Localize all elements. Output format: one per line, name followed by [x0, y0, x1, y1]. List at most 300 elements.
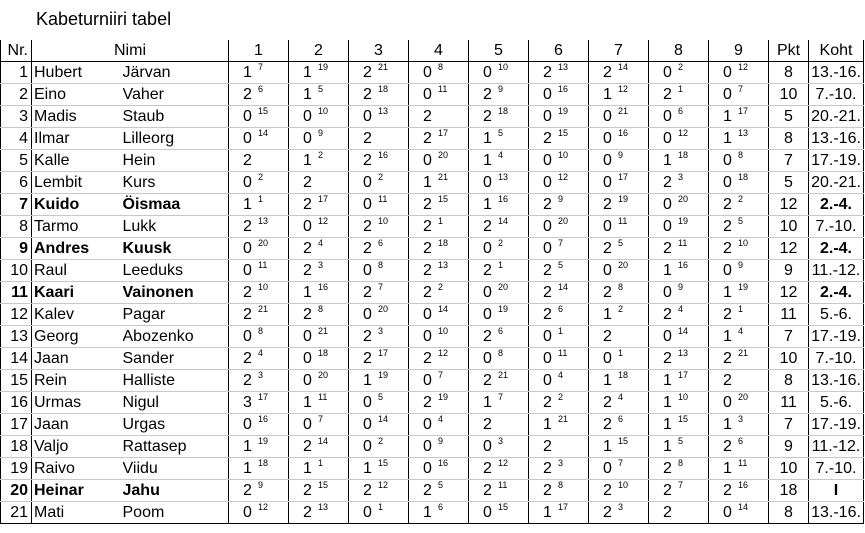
result-cell[interactable] — [409, 348, 469, 370]
first-name[interactable]: Tarmo — [32, 216, 123, 238]
result-cell[interactable] — [469, 370, 529, 392]
result-cell[interactable] — [229, 238, 289, 260]
row-number[interactable]: 9 — [1, 238, 32, 260]
result-cell[interactable] — [529, 282, 589, 304]
result-cell[interactable] — [229, 172, 289, 194]
result-cell[interactable] — [289, 304, 349, 326]
place-cell[interactable]: 7.-10. — [809, 348, 864, 370]
place-cell[interactable]: 11.-12. — [809, 260, 864, 282]
row-number[interactable]: 8 — [1, 216, 32, 238]
result-cell[interactable] — [229, 458, 289, 480]
last-name[interactable]: Viidu — [123, 458, 229, 480]
result-cell[interactable] — [649, 150, 709, 172]
header-round-2[interactable]: 2 — [289, 40, 349, 62]
points-cell[interactable]: 10 — [769, 84, 809, 106]
last-name[interactable]: Leeduks — [123, 260, 229, 282]
result-cell[interactable] — [649, 414, 709, 436]
result-cell[interactable] — [409, 458, 469, 480]
last-name[interactable]: Rattasep — [123, 436, 229, 458]
result-cell[interactable] — [349, 172, 409, 194]
result-cell[interactable] — [589, 282, 649, 304]
result-cell[interactable] — [289, 414, 349, 436]
result-cell[interactable] — [649, 106, 709, 128]
result-cell[interactable] — [469, 172, 529, 194]
first-name[interactable]: Raul — [32, 260, 123, 282]
result-cell[interactable] — [709, 62, 769, 84]
last-name[interactable]: Staub — [123, 106, 229, 128]
result-cell[interactable] — [469, 502, 529, 524]
result-cell[interactable] — [649, 216, 709, 238]
place-cell[interactable]: 5.-6. — [809, 304, 864, 326]
result-cell[interactable] — [709, 480, 769, 502]
result-cell[interactable] — [289, 502, 349, 524]
result-cell[interactable] — [349, 436, 409, 458]
result-cell[interactable] — [469, 106, 529, 128]
result-cell[interactable] — [349, 260, 409, 282]
result-cell[interactable] — [469, 84, 529, 106]
points-cell[interactable]: 12 — [769, 282, 809, 304]
points-cell[interactable]: 9 — [769, 436, 809, 458]
header-round-4[interactable]: 4 — [409, 40, 469, 62]
points-cell[interactable]: 8 — [769, 502, 809, 524]
first-name[interactable]: Mati — [32, 502, 123, 524]
result-cell[interactable] — [709, 84, 769, 106]
result-cell[interactable] — [709, 348, 769, 370]
result-cell[interactable] — [469, 326, 529, 348]
first-name[interactable]: Valjo — [32, 436, 123, 458]
result-cell[interactable] — [649, 62, 709, 84]
result-cell[interactable] — [349, 128, 409, 150]
result-cell[interactable] — [409, 370, 469, 392]
result-cell[interactable] — [409, 282, 469, 304]
points-cell[interactable]: 8 — [769, 370, 809, 392]
result-cell[interactable] — [529, 238, 589, 260]
points-cell[interactable]: 10 — [769, 348, 809, 370]
last-name[interactable]: Lukk — [123, 216, 229, 238]
header-round-1[interactable]: 1 — [229, 40, 289, 62]
result-cell[interactable] — [409, 502, 469, 524]
result-cell[interactable] — [289, 480, 349, 502]
last-name[interactable]: Poom — [123, 502, 229, 524]
result-cell[interactable] — [289, 216, 349, 238]
result-cell[interactable] — [349, 414, 409, 436]
result-cell[interactable] — [349, 238, 409, 260]
result-cell[interactable] — [349, 194, 409, 216]
result-cell[interactable] — [289, 128, 349, 150]
first-name[interactable]: Kaari — [32, 282, 123, 304]
result-cell[interactable] — [649, 304, 709, 326]
result-cell[interactable] — [589, 436, 649, 458]
result-cell[interactable] — [709, 326, 769, 348]
result-cell[interactable] — [709, 150, 769, 172]
place-cell[interactable]: 7.-10. — [809, 458, 864, 480]
result-cell[interactable] — [289, 194, 349, 216]
points-cell[interactable]: 7 — [769, 150, 809, 172]
points-cell[interactable]: 9 — [769, 260, 809, 282]
result-cell[interactable] — [589, 414, 649, 436]
result-cell[interactable] — [289, 282, 349, 304]
result-cell[interactable] — [229, 480, 289, 502]
result-cell[interactable] — [589, 128, 649, 150]
first-name[interactable]: Jaan — [32, 348, 123, 370]
result-cell[interactable] — [349, 348, 409, 370]
header-round-7[interactable]: 7 — [589, 40, 649, 62]
result-cell[interactable] — [469, 348, 529, 370]
first-name[interactable]: Raivo — [32, 458, 123, 480]
result-cell[interactable] — [229, 62, 289, 84]
points-cell[interactable]: 5 — [769, 172, 809, 194]
result-cell[interactable] — [229, 392, 289, 414]
last-name[interactable]: Halliste — [123, 370, 229, 392]
place-cell[interactable]: 17.-19. — [809, 414, 864, 436]
result-cell[interactable] — [589, 480, 649, 502]
result-cell[interactable] — [589, 172, 649, 194]
result-cell[interactable] — [529, 348, 589, 370]
result-cell[interactable] — [709, 238, 769, 260]
result-cell[interactable] — [709, 128, 769, 150]
place-cell[interactable]: 2.-4. — [809, 238, 864, 260]
points-cell[interactable]: 5 — [769, 106, 809, 128]
result-cell[interactable] — [409, 106, 469, 128]
result-cell[interactable] — [589, 238, 649, 260]
last-name[interactable]: Urgas — [123, 414, 229, 436]
result-cell[interactable] — [469, 480, 529, 502]
result-cell[interactable] — [469, 414, 529, 436]
result-cell[interactable] — [649, 172, 709, 194]
result-cell[interactable] — [709, 194, 769, 216]
result-cell[interactable] — [469, 458, 529, 480]
place-cell[interactable]: 7.-10. — [809, 216, 864, 238]
result-cell[interactable] — [409, 216, 469, 238]
first-name[interactable]: Kalev — [32, 304, 123, 326]
result-cell[interactable] — [649, 194, 709, 216]
result-cell[interactable] — [709, 502, 769, 524]
header-round-5[interactable]: 5 — [469, 40, 529, 62]
first-name[interactable]: Kuido — [32, 194, 123, 216]
points-cell[interactable]: 11 — [769, 304, 809, 326]
result-cell[interactable] — [229, 150, 289, 172]
result-cell[interactable] — [409, 172, 469, 194]
result-cell[interactable] — [349, 458, 409, 480]
points-cell[interactable]: 12 — [769, 238, 809, 260]
result-cell[interactable] — [649, 502, 709, 524]
result-cell[interactable] — [589, 326, 649, 348]
place-cell[interactable]: 7.-10. — [809, 84, 864, 106]
result-cell[interactable] — [529, 260, 589, 282]
result-cell[interactable] — [289, 458, 349, 480]
last-name[interactable]: Vaher — [123, 84, 229, 106]
last-name[interactable]: Hein — [123, 150, 229, 172]
result-cell[interactable] — [529, 392, 589, 414]
result-cell[interactable] — [529, 128, 589, 150]
result-cell[interactable] — [409, 84, 469, 106]
result-cell[interactable] — [529, 480, 589, 502]
first-name[interactable]: Eino — [32, 84, 123, 106]
row-number[interactable]: 4 — [1, 128, 32, 150]
result-cell[interactable] — [589, 84, 649, 106]
result-cell[interactable] — [649, 326, 709, 348]
result-cell[interactable] — [529, 84, 589, 106]
result-cell[interactable] — [349, 370, 409, 392]
result-cell[interactable] — [289, 370, 349, 392]
last-name[interactable]: Vainonen — [123, 282, 229, 304]
row-number[interactable]: 20 — [1, 480, 32, 502]
row-number[interactable]: 7 — [1, 194, 32, 216]
row-number[interactable]: 11 — [1, 282, 32, 304]
row-number[interactable]: 1 — [1, 62, 32, 84]
first-name[interactable]: Urmas — [32, 392, 123, 414]
result-cell[interactable] — [349, 392, 409, 414]
last-name[interactable]: Jahu — [123, 480, 229, 502]
result-cell[interactable] — [229, 414, 289, 436]
result-cell[interactable] — [289, 436, 349, 458]
result-cell[interactable] — [229, 326, 289, 348]
result-cell[interactable] — [409, 436, 469, 458]
last-name[interactable]: Nigul — [123, 392, 229, 414]
result-cell[interactable] — [409, 326, 469, 348]
points-cell[interactable]: 8 — [769, 128, 809, 150]
result-cell[interactable] — [589, 348, 649, 370]
result-cell[interactable] — [589, 106, 649, 128]
place-cell[interactable]: 13.-16. — [809, 62, 864, 84]
result-cell[interactable] — [709, 172, 769, 194]
points-cell[interactable]: 11 — [769, 392, 809, 414]
result-cell[interactable] — [529, 502, 589, 524]
result-cell[interactable] — [229, 502, 289, 524]
result-cell[interactable] — [409, 260, 469, 282]
place-cell[interactable]: 13.-16. — [809, 370, 864, 392]
result-cell[interactable] — [529, 150, 589, 172]
result-cell[interactable] — [649, 348, 709, 370]
last-name[interactable]: Kuusk — [123, 238, 229, 260]
header-round-3[interactable]: 3 — [349, 40, 409, 62]
result-cell[interactable] — [289, 348, 349, 370]
result-cell[interactable] — [529, 414, 589, 436]
row-number[interactable]: 3 — [1, 106, 32, 128]
result-cell[interactable] — [589, 194, 649, 216]
result-cell[interactable] — [229, 282, 289, 304]
result-cell[interactable] — [529, 326, 589, 348]
result-cell[interactable] — [529, 194, 589, 216]
result-cell[interactable] — [409, 392, 469, 414]
result-cell[interactable] — [709, 282, 769, 304]
result-cell[interactable] — [649, 260, 709, 282]
result-cell[interactable] — [349, 502, 409, 524]
first-name[interactable]: Heinar — [32, 480, 123, 502]
points-cell[interactable]: 12 — [769, 194, 809, 216]
row-number[interactable]: 15 — [1, 370, 32, 392]
row-number[interactable]: 12 — [1, 304, 32, 326]
header-pkt[interactable]: Pkt — [769, 40, 809, 62]
result-cell[interactable] — [469, 282, 529, 304]
row-number[interactable]: 19 — [1, 458, 32, 480]
result-cell[interactable] — [649, 436, 709, 458]
result-cell[interactable] — [349, 150, 409, 172]
result-cell[interactable] — [709, 458, 769, 480]
place-cell[interactable]: 11.-12. — [809, 436, 864, 458]
row-number[interactable]: 13 — [1, 326, 32, 348]
result-cell[interactable] — [409, 62, 469, 84]
result-cell[interactable] — [349, 282, 409, 304]
result-cell[interactable] — [409, 128, 469, 150]
result-cell[interactable] — [589, 304, 649, 326]
place-cell[interactable]: 5.-6. — [809, 392, 864, 414]
result-cell[interactable] — [649, 392, 709, 414]
row-number[interactable]: 21 — [1, 502, 32, 524]
first-name[interactable]: Kalle — [32, 150, 123, 172]
result-cell[interactable] — [289, 172, 349, 194]
result-cell[interactable] — [409, 480, 469, 502]
result-cell[interactable] — [349, 326, 409, 348]
result-cell[interactable] — [229, 84, 289, 106]
result-cell[interactable] — [409, 150, 469, 172]
last-name[interactable]: Öismaa — [123, 194, 229, 216]
result-cell[interactable] — [649, 128, 709, 150]
result-cell[interactable] — [229, 194, 289, 216]
first-name[interactable]: Madis — [32, 106, 123, 128]
result-cell[interactable] — [349, 62, 409, 84]
row-number[interactable]: 18 — [1, 436, 32, 458]
result-cell[interactable] — [649, 84, 709, 106]
result-cell[interactable] — [349, 106, 409, 128]
row-number[interactable]: 17 — [1, 414, 32, 436]
result-cell[interactable] — [529, 458, 589, 480]
header-nimi[interactable]: Nimi — [32, 40, 229, 62]
result-cell[interactable] — [589, 62, 649, 84]
place-cell[interactable]: 13.-16. — [809, 128, 864, 150]
result-cell[interactable] — [469, 436, 529, 458]
result-cell[interactable] — [529, 172, 589, 194]
row-number[interactable]: 6 — [1, 172, 32, 194]
result-cell[interactable] — [229, 128, 289, 150]
row-number[interactable]: 5 — [1, 150, 32, 172]
place-cell[interactable]: 20.-21. — [809, 172, 864, 194]
result-cell[interactable] — [229, 370, 289, 392]
result-cell[interactable] — [229, 260, 289, 282]
result-cell[interactable] — [589, 216, 649, 238]
points-cell[interactable]: 7 — [769, 326, 809, 348]
result-cell[interactable] — [409, 414, 469, 436]
result-cell[interactable] — [469, 128, 529, 150]
result-cell[interactable] — [649, 458, 709, 480]
result-cell[interactable] — [529, 62, 589, 84]
place-cell[interactable]: 13.-16. — [809, 502, 864, 524]
result-cell[interactable] — [709, 216, 769, 238]
result-cell[interactable] — [349, 216, 409, 238]
first-name[interactable]: Hubert — [32, 62, 123, 84]
header-round-8[interactable]: 8 — [649, 40, 709, 62]
result-cell[interactable] — [229, 348, 289, 370]
points-cell[interactable]: 10 — [769, 216, 809, 238]
place-cell[interactable]: 17.-19. — [809, 150, 864, 172]
result-cell[interactable] — [589, 502, 649, 524]
last-name[interactable]: Abozenko — [123, 326, 229, 348]
place-cell[interactable]: I — [809, 480, 864, 502]
first-name[interactable]: Andres — [32, 238, 123, 260]
result-cell[interactable] — [349, 304, 409, 326]
result-cell[interactable] — [289, 84, 349, 106]
result-cell[interactable] — [529, 436, 589, 458]
result-cell[interactable] — [589, 392, 649, 414]
header-nr[interactable]: Nr. — [1, 40, 32, 62]
result-cell[interactable] — [709, 370, 769, 392]
result-cell[interactable] — [529, 304, 589, 326]
first-name[interactable]: Georg — [32, 326, 123, 348]
last-name[interactable]: Järvan — [123, 62, 229, 84]
result-cell[interactable] — [469, 62, 529, 84]
last-name[interactable]: Kurs — [123, 172, 229, 194]
result-cell[interactable] — [469, 216, 529, 238]
result-cell[interactable] — [229, 216, 289, 238]
result-cell[interactable] — [469, 392, 529, 414]
first-name[interactable]: Jaan — [32, 414, 123, 436]
row-number[interactable]: 2 — [1, 84, 32, 106]
last-name[interactable]: Sander — [123, 348, 229, 370]
first-name[interactable]: Lembit — [32, 172, 123, 194]
result-cell[interactable] — [649, 370, 709, 392]
result-cell[interactable] — [589, 150, 649, 172]
result-cell[interactable] — [349, 84, 409, 106]
row-number[interactable]: 16 — [1, 392, 32, 414]
row-number[interactable]: 14 — [1, 348, 32, 370]
result-cell[interactable] — [289, 326, 349, 348]
place-cell[interactable]: 20.-21. — [809, 106, 864, 128]
result-cell[interactable] — [709, 392, 769, 414]
result-cell[interactable] — [589, 458, 649, 480]
first-name[interactable]: Ilmar — [32, 128, 123, 150]
result-cell[interactable] — [289, 392, 349, 414]
place-cell[interactable]: 17.-19. — [809, 326, 864, 348]
result-cell[interactable] — [709, 304, 769, 326]
points-cell[interactable]: 18 — [769, 480, 809, 502]
result-cell[interactable] — [469, 260, 529, 282]
result-cell[interactable] — [469, 150, 529, 172]
result-cell[interactable] — [229, 106, 289, 128]
result-cell[interactable] — [229, 436, 289, 458]
result-cell[interactable] — [649, 480, 709, 502]
place-cell[interactable]: 2.-4. — [809, 194, 864, 216]
result-cell[interactable] — [469, 238, 529, 260]
place-cell[interactable]: 2.-4. — [809, 282, 864, 304]
header-round-6[interactable]: 6 — [529, 40, 589, 62]
last-name[interactable]: Lilleorg — [123, 128, 229, 150]
result-cell[interactable] — [709, 436, 769, 458]
result-cell[interactable] — [289, 62, 349, 84]
result-cell[interactable] — [349, 480, 409, 502]
result-cell[interactable] — [589, 370, 649, 392]
result-cell[interactable] — [469, 194, 529, 216]
result-cell[interactable] — [289, 238, 349, 260]
result-cell[interactable] — [229, 304, 289, 326]
result-cell[interactable] — [649, 238, 709, 260]
result-cell[interactable] — [589, 260, 649, 282]
result-cell[interactable] — [289, 106, 349, 128]
header-koht[interactable]: Koht — [809, 40, 864, 62]
points-cell[interactable]: 10 — [769, 458, 809, 480]
last-name[interactable]: Pagar — [123, 304, 229, 326]
result-cell[interactable] — [709, 414, 769, 436]
result-cell[interactable] — [289, 260, 349, 282]
result-cell[interactable] — [649, 282, 709, 304]
result-cell[interactable] — [529, 370, 589, 392]
header-round-9[interactable]: 9 — [709, 40, 769, 62]
result-cell[interactable] — [409, 304, 469, 326]
result-cell[interactable] — [289, 150, 349, 172]
result-cell[interactable] — [709, 106, 769, 128]
points-cell[interactable]: 7 — [769, 414, 809, 436]
result-cell[interactable] — [529, 106, 589, 128]
result-cell[interactable] — [529, 216, 589, 238]
